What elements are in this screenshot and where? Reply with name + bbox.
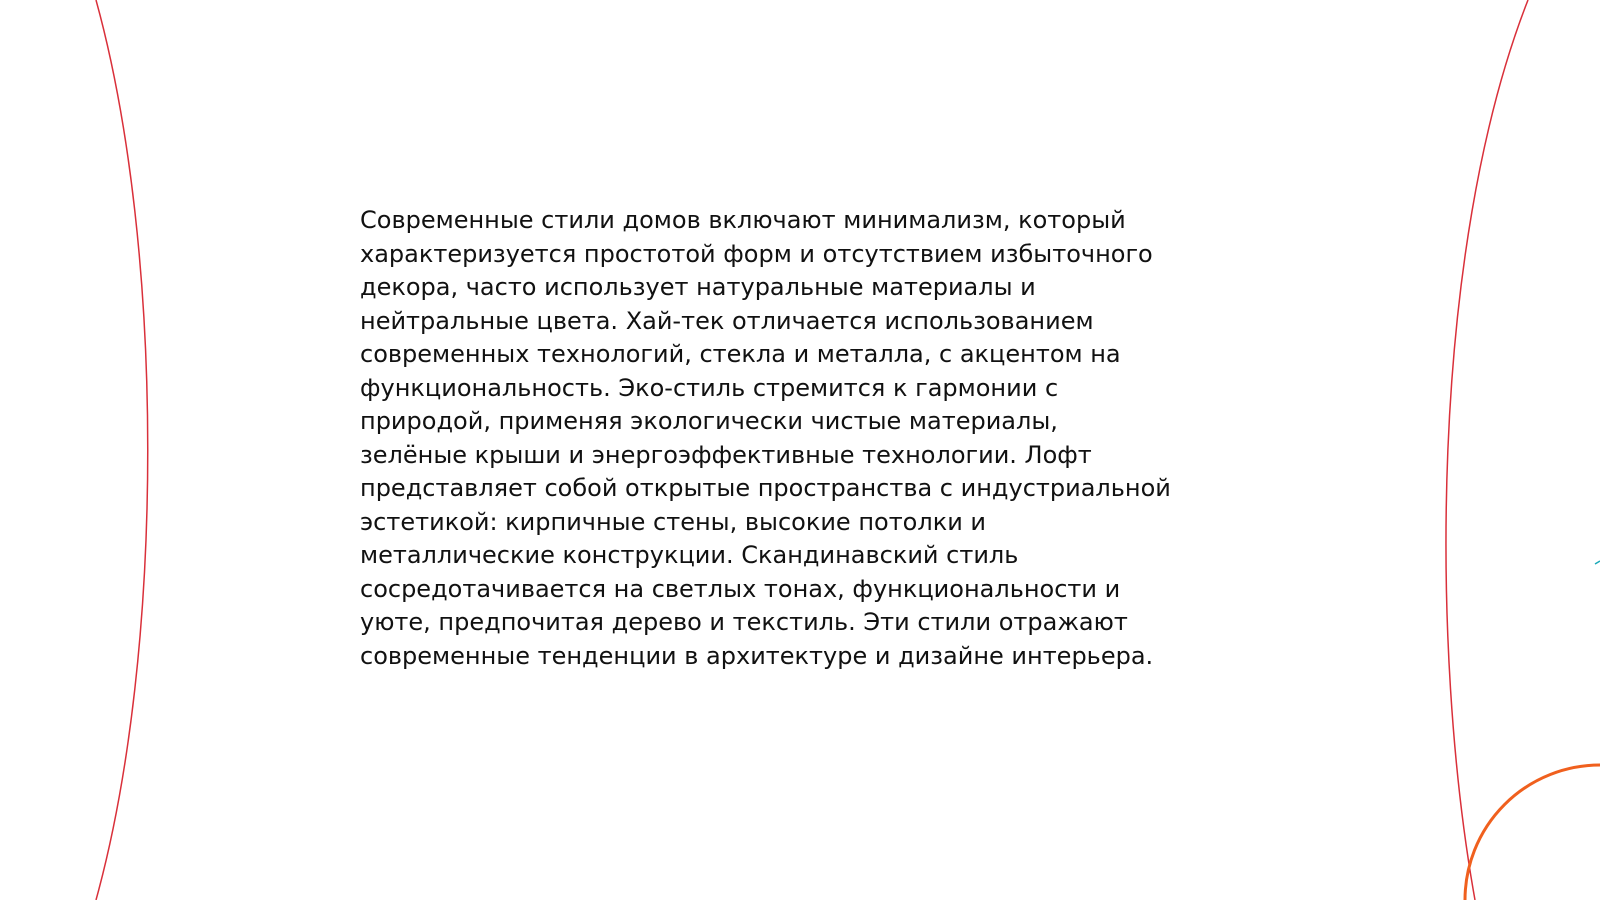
left-red-curve (96, 0, 148, 900)
orange-circle-arc (1465, 765, 1600, 900)
teal-tick-mark (1595, 561, 1600, 564)
slide-body-text: Современные стили домов включают минимализм, который характеризуется простотой форм и отсутствием избыточного декора, часто использует натуральные материалы и нейтральные цвета. Хай-тек отличается использованием современных технологий, стекла и металла, с акцентом на функциональность. Эко-стиль стремится к гармонии с природой, применяя экологически чистые материалы, зелёные крыши и энергоэффективные технологии. Лофт представляет собой открытые пространства с индустриальной эстетикой: кирпичные стены, высокие потолки и металлические конструкции. Скандинавский стиль сосредотачивается на светлых тонах, функциональности и уюте, предпочитая дерево и текстиль. Эти стили отражают современные тенденции в архитектуре и дизайне интерьера. (360, 206, 1171, 670)
right-red-curve (1446, 0, 1528, 900)
